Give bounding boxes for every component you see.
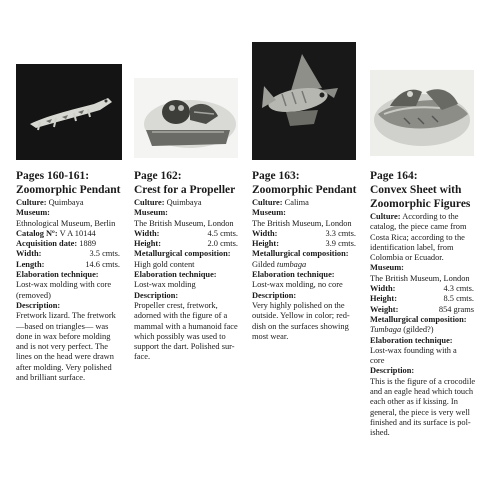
technique-line: Lost-wax molding with core [16, 280, 112, 290]
entry-page-164 [370, 170, 488, 439]
description-label: Description: [134, 290, 179, 300]
width-row [134, 229, 248, 239]
museum-value: Ethnological Museum, Berlin [16, 218, 116, 228]
height-label: Height: [370, 294, 397, 304]
width-label: Width: [252, 228, 278, 238]
museum-label: Museum: [252, 208, 286, 218]
technique-line: Lost-wax molding, no core [252, 280, 343, 290]
entry-title-line-2: Zoomorphic Pendant [252, 184, 357, 196]
culture-label: Culture: [16, 198, 47, 207]
technique-line: Lost-wax founding with a [370, 345, 457, 355]
photo-convex-sheet [370, 70, 474, 156]
entry-title-line-2: Zoomorphic Pendant [16, 184, 121, 196]
width-value: 3.3 cmts. [325, 228, 356, 238]
metallurgy-prefix: Gilded [252, 259, 275, 269]
description-line: and an eagle head which touch [370, 387, 474, 397]
description-line: general, the piece is very well [370, 407, 470, 417]
museum-value: The British Museum, London [370, 273, 470, 283]
technique-line: Lost-wax molding [134, 280, 196, 290]
description-line: —based on triangles— was [16, 321, 109, 331]
width-label: Width: [16, 249, 42, 259]
description-line: and brilliant surface. [16, 373, 86, 383]
catalog-label: Catalog Nº: [16, 228, 58, 238]
height-value: 8.5 cmts. [443, 294, 474, 304]
photo-propeller-crest [134, 78, 238, 158]
entry-title-line-2: Convex Sheet with [370, 184, 462, 196]
length-row [16, 260, 128, 270]
culture-line: Colombia or Ecuador. [370, 253, 444, 263]
acquisition-label: Acquisition date: [16, 239, 78, 249]
technique-line: core [370, 356, 385, 366]
description-line: done in wax before molding [16, 331, 111, 341]
width-row [252, 229, 366, 239]
width-row [370, 284, 488, 294]
height-row [252, 239, 366, 249]
culture-row [16, 198, 128, 208]
museum-value: The British Museum, London [252, 218, 352, 228]
culture-row [134, 198, 248, 208]
weight-label: Weight: [370, 304, 399, 314]
description-line: adorned with the figure of a [134, 311, 228, 321]
entry-title-line-2: Crest for a Propeller [134, 184, 236, 196]
description-line: most wear. [252, 331, 289, 341]
height-label: Height: [252, 239, 279, 249]
description-line: ished. [370, 428, 390, 438]
culture-value: Quimbaya [166, 198, 202, 207]
culture-line: catalog, the piece came from [370, 222, 467, 232]
acquisition-row [16, 239, 128, 249]
height-row [370, 294, 488, 304]
entry-title-line-1: Page 163: [252, 170, 300, 182]
height-value: 3.9 cmts. [325, 239, 356, 249]
description-line: and is not very perfect. The [16, 342, 108, 352]
museum-label: Museum: [134, 208, 168, 218]
description-line: This is the figure of a crocodile [370, 376, 476, 386]
weight-value: 854 grams [438, 304, 474, 314]
museum-value: The British Museum, London [134, 218, 234, 228]
culture-label: Culture: [134, 198, 165, 207]
entry-title-line-1: Pages 160-161: [16, 170, 90, 182]
entry-pages-160-161 [16, 170, 128, 383]
width-value: 3.5 cmts. [89, 249, 120, 259]
height-row [134, 239, 248, 249]
metallurgy-suffix: (gilded?) [403, 325, 434, 335]
entry-page-162 [134, 170, 248, 363]
metallurgy-label: Metallurgical composition: [252, 249, 349, 259]
entry-title-line-3: Zoomorphic Figures [370, 198, 471, 210]
description-line: support the dart. Polished sur- [134, 342, 235, 352]
metallurgy-italic: Tumbaga [370, 325, 402, 335]
description-line: Fretwork lizard. The fretwork [16, 311, 116, 321]
metallurgy-value: High gold content [134, 259, 195, 269]
width-label: Width: [370, 284, 396, 294]
acquisition-value: 1889 [79, 239, 97, 249]
metallurgy-italic: tumbaga [276, 259, 307, 269]
culture-value: Calima [284, 198, 309, 207]
culture-row [370, 212, 488, 222]
technique-label: Elaboration technique: [134, 270, 217, 280]
technique-label: Elaboration technique: [370, 335, 453, 345]
metallurgy-value [252, 260, 366, 270]
technique-label: Elaboration technique: [16, 270, 99, 280]
museum-label: Museum: [16, 208, 50, 218]
description-line: which possibly was used to [134, 331, 226, 341]
length-label: Length: [16, 259, 45, 269]
width-value: 4.3 cmts. [443, 284, 474, 294]
description-line: Propeller crest, fretwork, [134, 300, 218, 310]
height-value: 2.0 cmts. [207, 239, 238, 249]
technique-line: (removed) [16, 290, 51, 300]
culture-value: Quimbaya [48, 198, 84, 207]
width-label: Width: [134, 228, 160, 238]
photo-lizard-pendant [16, 64, 122, 160]
width-value: 4.5 cmts. [207, 228, 238, 238]
catalog-row [16, 229, 128, 239]
entry-title-line-1: Page 162: [134, 170, 182, 182]
description-line: after molding. Very polished [16, 362, 112, 372]
description-line: each other as if kissing. In [370, 397, 458, 407]
metallurgy-label: Metallurgical composition: [134, 249, 231, 259]
description-line: mammal with a humanoid face [134, 321, 238, 331]
culture-line: Costa Rica; according to the [370, 232, 465, 242]
museum-label: Museum: [370, 263, 404, 273]
metallurgy-value [370, 325, 488, 335]
weight-row [370, 305, 488, 315]
height-label: Height: [134, 239, 161, 249]
description-label: Description: [252, 290, 297, 300]
description-line: face. [134, 352, 151, 362]
description-line: outside. Yellow in color; red- [252, 311, 350, 321]
culture-label: Culture: [370, 212, 401, 221]
technique-label: Elaboration technique: [252, 270, 335, 280]
width-row [16, 249, 128, 259]
description-line: dish on the surfaces showing [252, 321, 349, 331]
photo-calima-pendant [252, 42, 356, 160]
culture-line: According to the [402, 212, 459, 221]
culture-label: Culture: [252, 198, 283, 207]
description-line: finished and its surface is pol- [370, 417, 471, 427]
culture-line: identification label, from [370, 242, 454, 252]
description-label: Description: [370, 366, 415, 376]
culture-row [252, 198, 366, 208]
description-label: Description: [16, 300, 61, 310]
entry-page-163 [252, 170, 366, 342]
catalog-value: V A 10144 [59, 228, 96, 238]
length-value: 14.6 cmts. [85, 259, 120, 269]
description-line: Very highly polished on the [252, 300, 345, 310]
entry-title-line-1: Page 164: [370, 170, 418, 182]
metallurgy-label: Metallurgical composition: [370, 314, 467, 324]
description-line: lines on the head were drawn [16, 352, 114, 362]
